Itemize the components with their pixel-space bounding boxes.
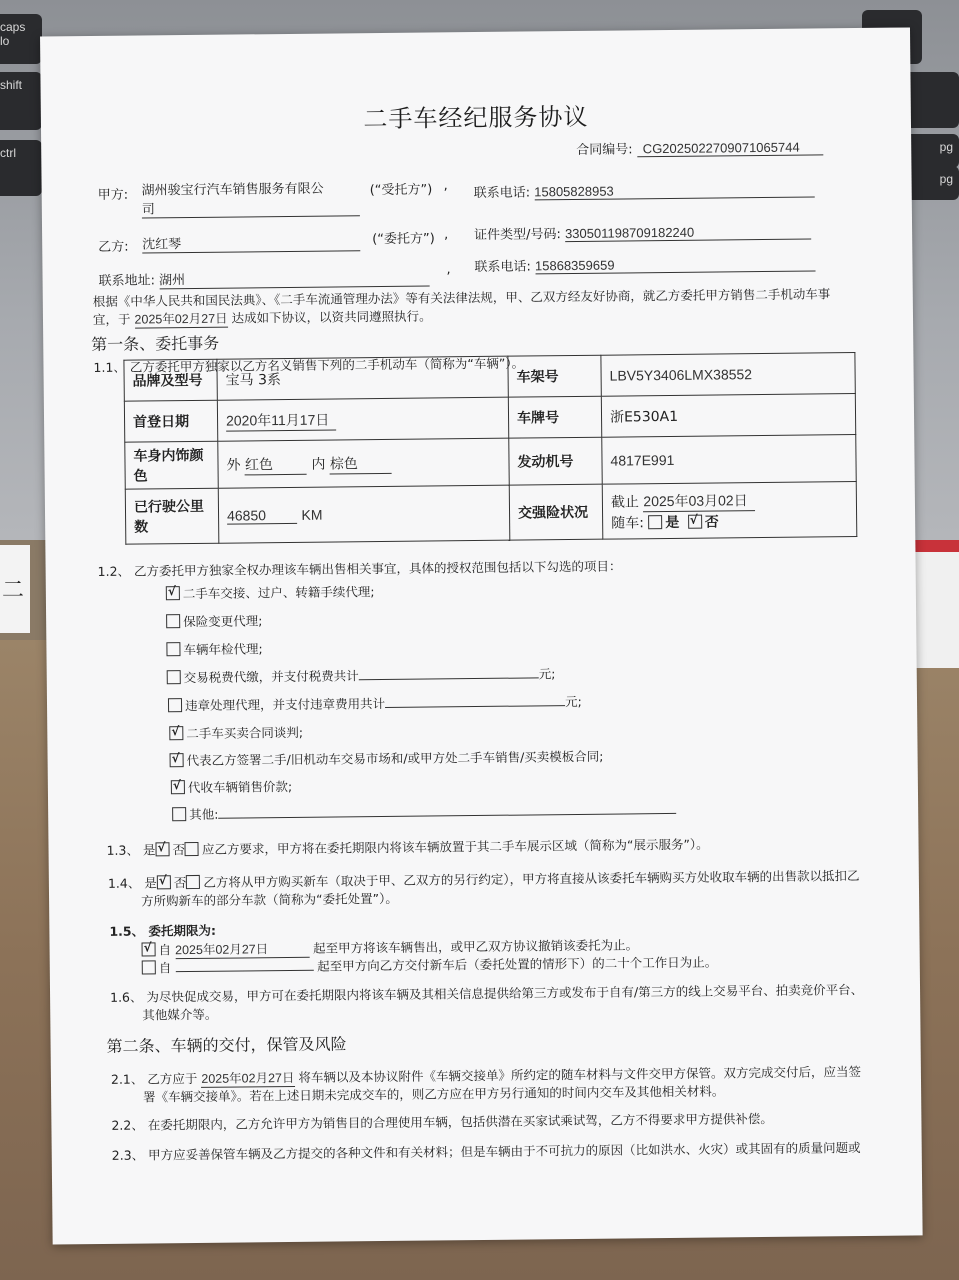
insurance-yes-label: 是 (665, 514, 680, 531)
term-2-checkbox[interactable] (142, 960, 156, 974)
party-b-name-row (142, 231, 360, 253)
intro-line2 (93, 306, 432, 329)
table-row (125, 435, 856, 490)
option-item (166, 582, 375, 602)
option-item (166, 611, 262, 630)
plate-value: 浙E530A1 (601, 394, 855, 438)
clause-2-3 (112, 1138, 861, 1164)
engine-label: 发动机号 (509, 437, 602, 485)
insurance-with-row (611, 510, 848, 532)
party-a-phone-label: 联系电话: (473, 185, 531, 202)
clause-1-3-text: 应乙方要求，甲方将在委托期限内将该车辆放置于其二手车展示区域（简称为“展示服务”）。 (201, 836, 709, 857)
insurance-no-checkbox[interactable] (688, 514, 702, 528)
clause-1-4-text1: 乙方将从甲方购买新车（取决于甲、乙双方的另行约定），甲方将直接从该委托车辆购买方处收取车辆的出售款以抵扣乙 (203, 868, 860, 890)
party-a-name-line2: 司 (142, 196, 360, 218)
party-a-role: (“受托方”) (369, 182, 433, 199)
key-caps-lock: caps lo (0, 14, 42, 64)
article-2-title: 第二条、车辆的交付，保管及风险 (106, 1034, 347, 1056)
intro-post: 达成如下协议，以资共同遵照执行。 (231, 308, 432, 326)
clause-1-3-yes-checkbox[interactable] (155, 842, 169, 856)
option-item (167, 664, 556, 686)
clause-1-2 (98, 556, 622, 579)
clause-1-4-yes-checkbox[interactable] (157, 875, 171, 889)
reg-cell (217, 397, 508, 441)
option-label: 保险变更代理; (183, 613, 263, 630)
option-checkbox[interactable] (166, 586, 180, 600)
intro-date: 2025年02月27日 (134, 309, 227, 329)
party-b-phone-row (474, 252, 815, 275)
color-label: 车身内饰颜色 (125, 441, 218, 489)
party-a-name (142, 177, 360, 218)
clause-1-6-line2: 其他媒介等。 (142, 1006, 218, 1023)
insurance-yes-checkbox[interactable] (648, 515, 662, 529)
insurance-until-row (611, 489, 848, 512)
clause-1-3-no: 否 (172, 842, 186, 858)
inner-label: 内 (311, 456, 326, 473)
term-1-checkbox[interactable] (142, 942, 156, 956)
clause-1-4-no: 否 (173, 875, 187, 891)
clause-1-5 (109, 921, 216, 940)
term-1-from: 自 (158, 942, 172, 958)
contract-no-row (576, 136, 823, 158)
option-item (169, 723, 303, 742)
clause-1-4-yes: 是 (144, 875, 157, 891)
vin-label: 车架号 (508, 355, 601, 397)
option-checkbox[interactable] (172, 807, 186, 821)
party-b-address: 湖州 (159, 266, 429, 289)
clause-1-2-num: 1.2、 (97, 563, 131, 579)
mileage-cell (218, 485, 510, 543)
clause-1-4-no-checkbox[interactable] (186, 875, 200, 889)
other-blank[interactable] (218, 813, 676, 819)
clause-1-4-line2: 方所购新车的部分车款（简称为“委托处置”）。 (141, 890, 398, 909)
option-checkbox[interactable] (171, 780, 185, 794)
mileage-value: 46850 (227, 506, 297, 524)
option-checkbox[interactable] (169, 726, 183, 740)
option-label: 二手车交接、过户、转籍手续代理; (182, 584, 375, 602)
comma-3: , (446, 262, 451, 278)
party-a-phone: 15805828953 (534, 181, 814, 200)
option-checkbox[interactable] (166, 614, 180, 628)
option-suffix: 元; (538, 666, 556, 682)
party-a-phone-row (474, 178, 815, 201)
option-item (168, 692, 582, 714)
clause-1-5-title: 委托期限为: (148, 922, 216, 939)
clause-2-2-text: 在委托期限内，乙方允许甲方为销售目的合理使用车辆，包括供潜在买家试乘试驾，乙方不得要求甲方提供补偿。 (147, 1110, 773, 1133)
option-label: 其他: (189, 806, 219, 823)
insurance-no-label: 否 (704, 513, 719, 531)
engine-value: 4817E991 (602, 435, 856, 485)
term-2-from: 自 (158, 960, 172, 976)
party-a-label: 甲方: (97, 187, 129, 203)
clause-1-3 (106, 835, 708, 859)
contract-no-label: 合同编号: (576, 142, 633, 158)
clause-2-1-num: 2.1、 (110, 1071, 144, 1087)
mileage-label: 已行驶公里数 (125, 488, 219, 544)
term-1-date: 2025年02月27日 (175, 939, 309, 959)
clause-1-2-text: 乙方委托甲方独家全权办理该车辆出售相关事宜，具体的授权范围包括以下勾选的项目： (133, 558, 622, 579)
clause-2-3-num: 2.3、 (111, 1147, 145, 1163)
plate-label: 车牌号 (508, 396, 601, 438)
reg-date: 2020年11月17日 (226, 409, 336, 431)
intro-pre: 宜，于 (92, 311, 131, 328)
fine-amount-blank[interactable] (385, 705, 565, 708)
clause-1-4-num: 1.4、 (107, 875, 141, 891)
article-1-title: 第一条、委托事务 (91, 333, 220, 355)
option-label: 二手车买卖合同谈判; (186, 724, 304, 742)
option-checkbox[interactable] (166, 642, 180, 656)
party-b-id-row (474, 220, 811, 243)
clause-1-3-num: 1.3、 (106, 842, 140, 858)
option-item (166, 639, 262, 658)
party-b-role: (“委托方”) (372, 231, 435, 248)
term-2-text: 起至甲方向乙方交付新车后（委托处置的情形下）的二十个工作日为止。 (317, 954, 718, 974)
clause-2-2-num: 2.2、 (111, 1117, 144, 1133)
comma-2: , (444, 227, 449, 243)
option-checkbox[interactable] (167, 670, 181, 684)
option-item (171, 777, 292, 796)
party-b-id: 330501198709182240 (565, 223, 811, 242)
clause-2-3-text: 甲方应妥善保管车辆及乙方提交的各种文件和有关材料；但是车辆由于不可抗力的原因（比如洪水、火灾）或其固有的质量问题或 (148, 1140, 861, 1163)
clause-1-1-text: 乙方委托甲方独家以乙方名义销售下列的二手机动车（简称为“车辆”）。 (129, 355, 525, 375)
doc-title: 二手车经纪服务协议 (363, 102, 589, 134)
insurance-label: 交强险状况 (509, 484, 603, 540)
outer-label: 外 (226, 456, 241, 474)
key-shift: shift (0, 72, 42, 130)
clause-1-4 (108, 866, 860, 892)
term-2-date-blank[interactable] (175, 970, 313, 972)
party-b-phone: 15868359659 (535, 255, 815, 274)
table-row (125, 482, 857, 545)
term-1-text: 起至甲方将该车辆售出，或甲乙双方协议撤销该委托为止。 (312, 937, 639, 956)
party-a-name-line1: 湖州骏宝行汽车销售服务有限公 (141, 181, 324, 199)
key-pg-up: pg (904, 134, 959, 168)
option-label: 代表乙方签署二手/旧机动车交易市场和/或甲方处二手车销售/买卖模板合同; (186, 748, 604, 769)
party-b-address-row (98, 266, 429, 289)
insurance-with-label: 随车: (611, 514, 644, 532)
white-box-left: 二 (0, 545, 30, 633)
clause-2-1-pre: 乙方应于 (147, 1070, 198, 1087)
contract-no: CG2025022709071065744 (637, 139, 823, 157)
option-checkbox[interactable] (168, 698, 182, 712)
vin-value: LBV5Y3406LMX38552 (601, 353, 855, 397)
party-b-phone-label: 联系电话: (474, 259, 531, 276)
insurance-until-label: 截止 (610, 493, 640, 511)
mileage-unit: KM (301, 506, 323, 523)
option-label: 违章处理代理，并支付违章费用共计 (184, 695, 386, 714)
clause-2-1-date: 2025年02月27日 (201, 1068, 294, 1088)
option-checkbox[interactable] (170, 753, 184, 767)
brand-value: 宝马 3系 (217, 356, 508, 400)
reg-label: 首登日期 (124, 400, 217, 442)
comma-1: , (443, 178, 448, 194)
insurance-cell (602, 482, 857, 540)
clause-1-6-text1: 为尽快促成交易，甲方可在委托期限内将该车辆及其相关信息提供给第三方或发布于自有/第三方的线上交易平台、拍卖竞价平台、 (146, 981, 864, 1005)
clause-1-1-num: 1.1、 (93, 359, 126, 376)
party-b-address-label: 联系地址: (98, 273, 156, 289)
party-b-label: 乙方: (98, 239, 129, 255)
contract-paper (40, 27, 923, 1244)
clause-2-2 (111, 1109, 773, 1134)
outer-color: 红色 (245, 453, 307, 475)
clause-1-6-num: 1.6、 (110, 989, 143, 1005)
clause-1-5-num: 1.5、 (109, 923, 145, 939)
option-label: 代收车辆销售价款; (187, 778, 293, 796)
insurance-until: 2025年03月02日 (643, 490, 755, 512)
party-b-name: 沈红琴 (142, 231, 360, 253)
color-cell (218, 438, 509, 488)
clause-1-3-no-checkbox[interactable] (185, 842, 199, 856)
option-label: 车辆年检代理; (183, 641, 263, 658)
vehicle-table (123, 352, 857, 545)
party-b-id-label: 证件类型/号码: (474, 227, 561, 244)
option-item (170, 747, 604, 770)
clause-2-1-line2: 署《车辆交接单》。若在上述日期未完成交车的，则乙方应在甲方另行通知的时间内交车及其他相关材料。 (143, 1083, 725, 1105)
intro-line1: 根据《中华人民共和国民法典》、《二手车流通管理办法》等有关法律法规，甲、乙双方经友好协商，就乙方委托甲方销售二手机动车事 (92, 286, 831, 310)
key-pg-down: pg (904, 166, 959, 200)
key-ctrl: ctrl (0, 140, 42, 196)
option-suffix: 元; (564, 693, 582, 710)
clause-1-6 (110, 980, 863, 1006)
tax-amount-blank[interactable] (359, 677, 539, 680)
clause-1-3-yes: 是 (142, 842, 156, 858)
option-item (172, 800, 676, 823)
clause-2-1-text1: 将车辆以及本协议附件《车辆交接单》所约定的随车材料与文件交甲方保管。双方完成交付后，应当签 (298, 1064, 861, 1085)
brand-label: 品牌及型号 (124, 359, 217, 401)
inner-color: 棕色 (330, 452, 392, 474)
option-label: 交易税费代缴，并支付税费共计 (183, 668, 359, 686)
